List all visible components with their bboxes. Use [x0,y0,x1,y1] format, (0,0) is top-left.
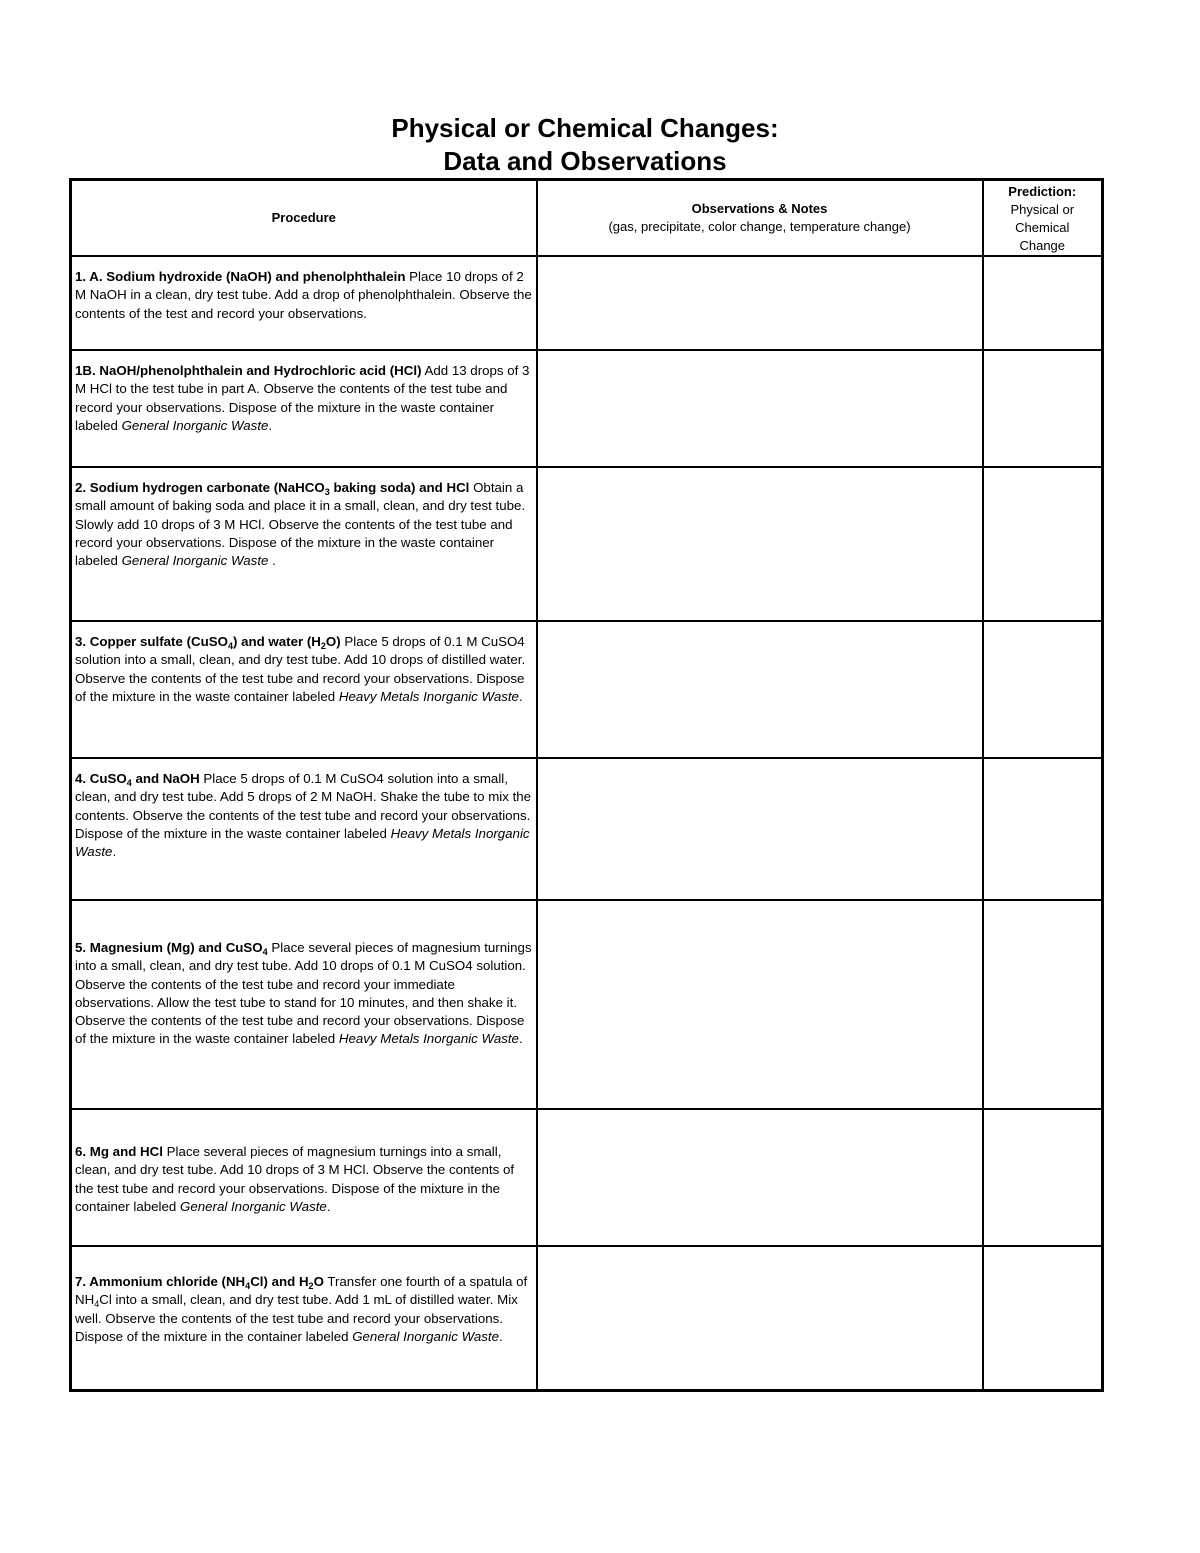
table-row [71,758,1103,900]
header-row [71,180,1103,257]
table-row [71,467,1103,621]
observations-cell[interactable] [537,758,983,900]
procedure-cell: 2. Sodium hydrogen carbonate (NaHCO$_3$ baking soda) and HCl Obtain a small amount of baking soda and place it in a small, clean, and dry test tube. Slowly add 10 drops of 3 M HCl. Observe the contents of the test tube and record your observations. Dispose of the mixture in the waste container labeled General Inorganic Waste . [71,467,537,621]
procedure-cell: 1. A. Sodium hydroxide (NaOH) and phenolphthalein Place 10 drops of 2 M NaOH in a clean, dry test tube. Add a drop of phenolphthalein. Observe the contents of the test and record your observations. [71,256,537,350]
procedure-cell: 3. Copper sulfate (CuSO$_4$) and water $(H_2O)$ Place 5 drops of 0.1 M CuSO4 solution into a small, clean, and dry test tube. Add 10 drops of distilled water. Observe the contents of the test tube and record your observations. Dispose of the mixture in the waste container labeled Heavy Metals Inorganic Waste. [71,621,537,758]
observations-cell[interactable] [537,1109,983,1246]
procedure-cell: 5. Magnesium (Mg) and CuSO$_4$ Place several pieces of magnesium turnings into a small, clean, and dry test tube. Add 10 drops of 0.1 M CuSO4 solution. Observe the contents of the test tube and record your immediate observations. Allow the test tube to stand for 10 minutes, and then shake it. Observe the contents of the test tube and record your observations. Dispose of the mixture in the waste container labeled Heavy Metals Inorganic Waste. [71,900,537,1109]
procedure-cell: 7. Ammonium chloride $(NH_4Cl)$ and $H_2O$ Transfer one fourth of a spatula of $NH_4Cl$ into a small, clean, and dry test tube. Add 1 mL of distilled water. Mix well. Observe the contents of the test tube and record your observations. Dispose of the mixture in the container labeled General Inorganic Waste. [71,1246,537,1390]
prediction-cell[interactable] [983,758,1103,900]
observations-cell[interactable] [537,467,983,621]
observations-subtitle: (gas, precipitate, color change, temperature change) [608,219,911,234]
table-row [71,1246,1103,1390]
observations-title: Observations & Notes [691,201,828,216]
observations-cell[interactable] [537,1246,983,1390]
prediction-cell[interactable] [983,1109,1103,1246]
table-row [71,256,1103,350]
observations-cell[interactable] [537,350,983,467]
procedure-header: Procedure [71,180,537,257]
table-row [71,900,1103,1109]
prediction-cell[interactable] [983,621,1103,758]
prediction-header: Prediction: Physical or Chemical Change [983,180,1103,257]
observations-cell[interactable] [537,900,983,1109]
data-table [69,178,1104,1392]
prediction-title: Prediction: [1008,184,1077,199]
procedure-cell: 1B. NaOH/phenolphthalein and Hydrochloric acid (HCl) Add 13 drops of 3 M HCl to the test tube in part A. Observe the contents of the test tube and record your observations. Dispose of the mixture in the waste container labeled General Inorganic Waste. [71,350,537,467]
table-row [71,1109,1103,1246]
page-title [0,112,1170,178]
prediction-cell[interactable] [983,256,1103,350]
observations-cell[interactable] [537,621,983,758]
table-row [71,621,1103,758]
procedure-cell: 6. Mg and HCl Place several pieces of magnesium turnings into a small, clean, and dry test tube. Add 10 drops of 3 M HCl. Observe the contents of the test tube and record your observations. Dispose of the mixture in the container labeled General Inorganic Waste. [71,1109,537,1246]
title-line-1: Physical or Chemical Changes: [391,113,779,143]
prediction-cell[interactable] [983,350,1103,467]
observations-cell[interactable] [537,256,983,350]
procedure-cell: 4. CuSO$_4$ and NaOH Place 5 drops of 0.1 M CuSO4 solution into a small, clean, and dry test tube. Add 5 drops of 2 M NaOH. Shake the tube to mix the contents. Observe the contents of the test tube and record your observations. Dispose of the mixture in the waste container labeled Heavy Metals Inorganic Waste. [71,758,537,900]
observations-header [537,180,983,257]
prediction-cell[interactable] [983,467,1103,621]
title-line-2: Data and Observations [443,146,727,176]
prediction-cell[interactable] [983,900,1103,1109]
table-row [71,350,1103,467]
prediction-cell[interactable] [983,1246,1103,1390]
